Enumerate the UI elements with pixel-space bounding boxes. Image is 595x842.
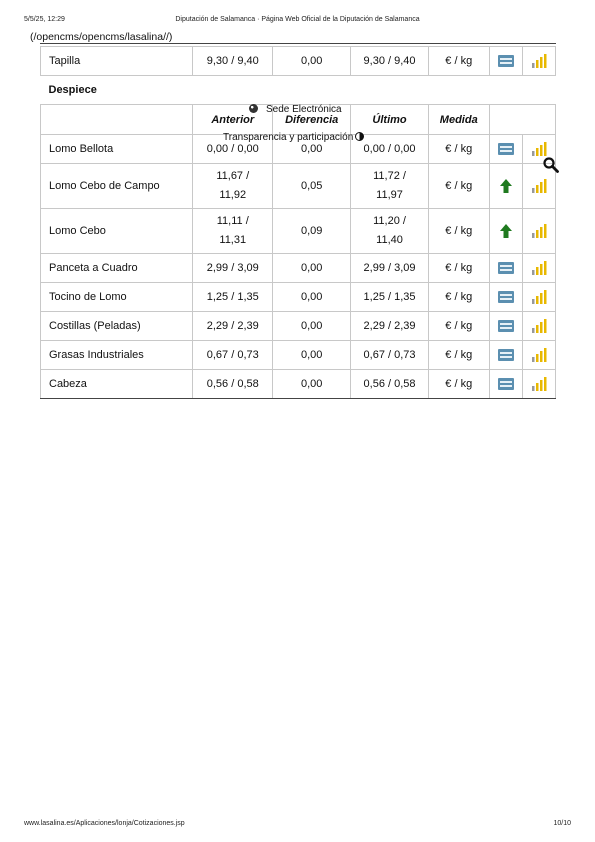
- diferencia-value: 0,09: [273, 209, 351, 254]
- ultimo-line-1: 11,72 /: [373, 170, 406, 182]
- anterior-value: 2,29 / 2,39: [193, 312, 273, 341]
- sede-electronica-link[interactable]: [249, 104, 342, 115]
- chart-cell[interactable]: [522, 283, 555, 312]
- diferencia-value: 0,05: [273, 164, 351, 209]
- col-header-medida: Medida: [428, 105, 489, 135]
- section-title: Despiece: [41, 76, 556, 105]
- anterior-line-2: 11,92: [219, 189, 247, 201]
- table-row: [41, 164, 556, 209]
- transparencia-label: Transparencia y participación: [223, 132, 354, 143]
- chart-cell[interactable]: [522, 341, 555, 370]
- transparencia-link[interactable]: [223, 132, 364, 143]
- trend-cell: [489, 47, 522, 76]
- anterior-value: 9,30 / 9,40: [193, 47, 273, 76]
- bar-chart-icon: [531, 261, 547, 275]
- col-header-ultimo: Último: [351, 105, 429, 135]
- equal-icon: [498, 349, 514, 361]
- ultimo-line-2: 11,97: [376, 189, 403, 201]
- ultimo-line-2: 11,40: [376, 234, 403, 246]
- anterior-line-1: 11,11 /: [216, 215, 249, 227]
- bar-chart-icon: [531, 319, 547, 333]
- anterior-value: 0,56 / 0,58: [193, 370, 273, 399]
- chart-cell[interactable]: [522, 370, 555, 399]
- diferencia-value: 0,00: [273, 341, 351, 370]
- medida-value: € / kg: [428, 312, 489, 341]
- print-url: www.lasalina.es/Aplicaciones/lonja/Cotizaciones.jsp: [24, 820, 185, 827]
- product-name: Grasas Industriales: [41, 341, 193, 370]
- trend-cell: [489, 341, 522, 370]
- prices-table: [40, 46, 556, 399]
- equal-icon: [498, 378, 514, 390]
- equal-icon: [498, 55, 514, 67]
- anterior-value: 0,00 / 0,00: [193, 135, 273, 164]
- contrast-icon: [355, 132, 364, 141]
- product-name: Cabeza: [41, 370, 193, 399]
- product-name: Costillas (Peladas): [41, 312, 193, 341]
- product-name: Lomo Bellota: [41, 135, 193, 164]
- medida-value: € / kg: [428, 209, 489, 254]
- ultimo-value: 0,67 / 0,73: [351, 341, 429, 370]
- bar-chart-icon: [531, 290, 547, 304]
- divider: [40, 43, 556, 44]
- medida-value: € / kg: [428, 341, 489, 370]
- product-name: Panceta a Cuadro: [41, 254, 193, 283]
- anterior-value: [193, 164, 273, 209]
- ultimo-value: 2,29 / 2,39: [351, 312, 429, 341]
- equal-icon: [498, 291, 514, 303]
- print-date: 5/5/25, 12:29: [24, 16, 65, 23]
- trend-cell: [489, 283, 522, 312]
- diferencia-value: 0,00: [273, 135, 351, 164]
- table-row: [41, 283, 556, 312]
- medida-value: € / kg: [428, 47, 489, 76]
- diferencia-value: 0,00: [273, 370, 351, 399]
- table-row: [41, 254, 556, 283]
- product-name: Tocino de Lomo: [41, 283, 193, 312]
- anterior-line-2: 11,31: [219, 234, 247, 246]
- ultimo-value: 0,00 / 0,00: [351, 135, 429, 164]
- bar-chart-icon: [531, 224, 547, 238]
- ultimo-value: 1,25 / 1,35: [351, 283, 429, 312]
- globe-icon: [249, 104, 258, 113]
- arrow-up-icon: [500, 179, 512, 193]
- bar-chart-icon: [531, 54, 547, 68]
- anterior-value: 2,99 / 3,09: [193, 254, 273, 283]
- medida-value: € / kg: [428, 370, 489, 399]
- diferencia-value: 0,00: [273, 47, 351, 76]
- equal-icon: [498, 262, 514, 274]
- equal-icon: [498, 320, 514, 332]
- print-title: Diputación de Salamanca · Página Web Oficial de la Diputación de Salamanca: [175, 16, 420, 23]
- ultimo-value: [351, 164, 429, 209]
- medida-value: € / kg: [428, 254, 489, 283]
- trend-cell: [489, 164, 522, 209]
- ultimo-value: [351, 209, 429, 254]
- trend-cell: [489, 370, 522, 399]
- anterior-value: 0,67 / 0,73: [193, 341, 273, 370]
- sede-label: Sede Electrónica: [266, 104, 342, 115]
- empty-header: [41, 105, 193, 135]
- trend-cell: [489, 254, 522, 283]
- medida-value: € / kg: [428, 164, 489, 209]
- medida-value: € / kg: [428, 283, 489, 312]
- chart-cell[interactable]: [522, 312, 555, 341]
- table-row: [41, 209, 556, 254]
- anterior-value: 1,25 / 1,35: [193, 283, 273, 312]
- table-row: [41, 47, 556, 76]
- col-header-anterior: Anterior: [193, 105, 273, 135]
- ultimo-value: 0,56 / 0,58: [351, 370, 429, 399]
- ultimo-value: 9,30 / 9,40: [351, 47, 429, 76]
- bar-chart-icon: [531, 348, 547, 362]
- diferencia-value: 0,00: [273, 254, 351, 283]
- anterior-line-1: 11,67 /: [216, 170, 250, 182]
- table-row: [41, 370, 556, 399]
- anterior-value: [193, 209, 273, 254]
- page-number: 10/10: [553, 820, 571, 827]
- trend-cell: [489, 312, 522, 341]
- product-name: Lomo Cebo de Campo: [41, 164, 193, 209]
- diferencia-value: 0,00: [273, 283, 351, 312]
- equal-icon: [498, 143, 514, 155]
- trend-cell: [489, 209, 522, 254]
- home-link[interactable]: (/opencms/opencms/lasalina//): [30, 31, 173, 43]
- bar-chart-icon: [531, 179, 547, 193]
- product-name: Lomo Cebo: [41, 209, 193, 254]
- chart-cell[interactable]: [522, 209, 555, 254]
- table-row: [41, 341, 556, 370]
- section-row: [41, 76, 556, 105]
- trend-cell: [489, 135, 522, 164]
- table-row: [41, 312, 556, 341]
- ultimo-value: 2,99 / 3,09: [351, 254, 429, 283]
- arrow-up-icon: [500, 224, 512, 238]
- bar-chart-icon: [531, 377, 547, 391]
- bar-chart-icon: [531, 142, 547, 156]
- medida-value: € / kg: [428, 135, 489, 164]
- product-name: Tapilla: [41, 47, 193, 76]
- chart-cell[interactable]: [522, 254, 555, 283]
- diferencia-value: 0,00: [273, 312, 351, 341]
- search-icon[interactable]: [543, 157, 559, 173]
- chart-cell[interactable]: [522, 47, 555, 76]
- empty-header: [489, 105, 555, 135]
- ultimo-line-1: 11,20 /: [373, 215, 406, 227]
- col-header-diferencia: Diferencia: [273, 105, 351, 135]
